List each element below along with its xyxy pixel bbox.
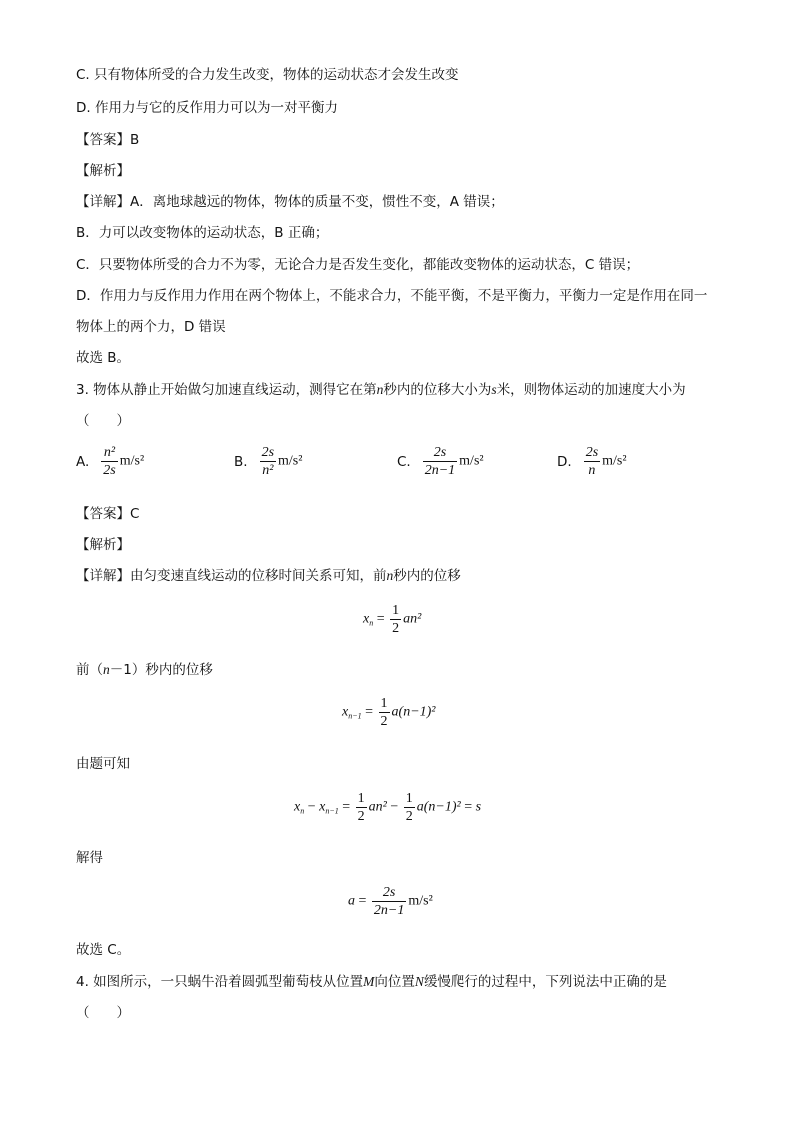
option-unit: m/s² [119,453,145,469]
q3-previous-line [76,661,213,679]
option-label: B. [234,453,248,470]
eq1-rhs: an² [403,611,422,627]
q4-stem-n: N [414,974,424,989]
q3-option-a [76,444,144,479]
eq3-x2-sub: n−1 [325,806,339,816]
fraction-numerator: 1 [405,791,413,806]
eq3-half-2 [404,790,415,825]
fraction-numerator: 1 [380,696,388,711]
q2-conclusion: 故选 B。 [76,350,131,366]
equation-4: a = $\frac{2s}{2n-1}$ m/s² [348,885,433,918]
fraction-denominator: 2 [357,809,365,824]
q3-stem-mid: 秒内的位移大小为 [383,382,492,398]
q2-option-d: D. 作用力与它的反作用力可以为一对平衡力 [76,100,338,116]
q3-detail-n: n [386,568,394,583]
q3-detail-post: 秒内的位移 [393,568,461,584]
fraction-numerator: 1 [392,603,400,618]
eq2-rhs: a(n−1)² [391,704,436,720]
q3-solve: 解得 [76,850,103,866]
option-fraction [584,444,600,479]
fraction-denominator: 2 [405,809,413,824]
eq2-lhs: x [342,704,349,720]
fraction-denominator: n [588,463,596,478]
q2-answer: 【答案】B [76,132,140,148]
q2-option-c: C. 只有物体所受的合力发生改变，物体的运动状态才会发生改变 [76,67,459,83]
eq3-x1: x [294,799,301,815]
option-unit: m/s² [278,453,303,469]
eq3-x2: x [319,799,326,815]
option-label: C. [397,453,411,470]
q3-stem-n: n [376,382,384,397]
q3-stem-pre: 3. 物体从静止开始做匀加速直线运动，测得它在第 [76,382,377,398]
q3-from-problem: 由题可知 [76,756,130,772]
fraction-numerator: 2s [261,445,275,460]
q3-option-b [234,444,302,479]
eq3-term-1: an² [368,799,387,815]
fraction-denominator: 2s [103,463,116,478]
fraction-numerator: n² [101,444,117,462]
fraction-numerator: 2s [372,884,406,902]
fraction-denominator: n² [262,463,274,478]
q4-stem-pre: 4. 如图所示，一只蜗牛沿着圆弧型葡萄枝从位置 [76,974,364,990]
eq4-lhs: a [348,893,355,909]
equation-1: $x_n$ = $\frac{1}{2}$ an² [363,603,422,636]
eq1-half [390,602,401,637]
q3-prev-pre: 前（ [76,662,103,678]
q3-detail-intro [76,567,461,585]
fraction-denominator: 2 [392,621,400,636]
fraction-numerator: 1 [357,791,365,806]
eq2-lhs-sub: n−1 [348,711,362,721]
option-unit: m/s² [602,453,627,469]
q3-stem [76,381,686,399]
q3-stem-post: 米，则物体运动的加速度大小为 [496,382,686,398]
q3-stem-s: s [491,382,497,397]
option-label: A. [76,453,90,470]
q2-analysis-heading: 【解析】 [76,163,130,179]
q3-option-c [397,444,484,479]
fraction-denominator: 2n−1 [424,463,456,478]
q2-detail-d-line1: D．作用力与反作用力作用在两个物体上，不能求合力，不能平衡，不是平衡力，平衡力一定是作用在同一 [76,288,708,304]
q3-prev-post: －1）秒内的位移 [109,662,213,678]
q4-stem-mid: 向位置 [374,974,415,990]
q3-analysis-heading: 【解析】 [76,537,130,553]
fraction-numerator: 2s [585,445,599,460]
option-fraction [260,444,276,479]
equation-2: $x_{n-1}$ = $\frac{1}{2}$ a(n−1)² [342,696,436,729]
q2-detail-a: 【详解】A．离地球越远的物体，物体的质量不变，惯性不变，A 错误； [76,194,504,210]
q4-stem-paren: （ ） [76,1005,130,1021]
q3-prev-n: n [103,662,110,677]
fraction-denominator: 2 [380,714,388,729]
q2-detail-c: C．只要物体所受的合力不为零，无论合力是否发生变化，都能改变物体的运动状态，C 错误； [76,257,640,273]
eq1-lhs-sub: n [369,618,374,628]
q3-stem-paren: （ ） [76,413,130,429]
eq1-lhs: x [363,611,370,627]
eq3-term-2: a(n−1)² [416,799,461,815]
equation-3: $x_n - x_{n-1}$ = $\frac{1}{2}$ an² − $\frac{1}{2}$ a(n−1)² = s [294,791,482,824]
q3-option-d [557,444,627,479]
q3-conclusion: 故选 C。 [76,942,131,958]
eq3-result: s [475,799,482,815]
option-label: D. [557,453,572,470]
eq2-half [379,695,390,730]
eq3-x1-sub: n [300,806,305,816]
option-unit: m/s² [459,453,484,469]
eq4-unit: m/s² [408,893,433,909]
q3-answer: 【答案】C [76,506,140,522]
q4-stem [76,973,667,991]
fraction-denominator: 2n−1 [373,903,405,918]
q4-stem-post: 缓慢爬行的过程中，下列说法中正确的是 [423,974,667,990]
eq3-half-1 [356,790,367,825]
option-fraction [101,444,117,479]
eq4-fraction [372,884,406,919]
option-fraction [423,444,457,479]
q3-detail-pre: 【详解】由匀变速直线运动的位移时间关系可知，前 [76,568,387,584]
q2-detail-b: B．力可以改变物体的运动状态，B 正确； [76,225,329,241]
fraction-numerator: 2s [423,444,457,462]
q2-detail-d-line2: 物体上的两个力，D 错误 [76,319,226,335]
q4-stem-m: M [363,974,375,989]
